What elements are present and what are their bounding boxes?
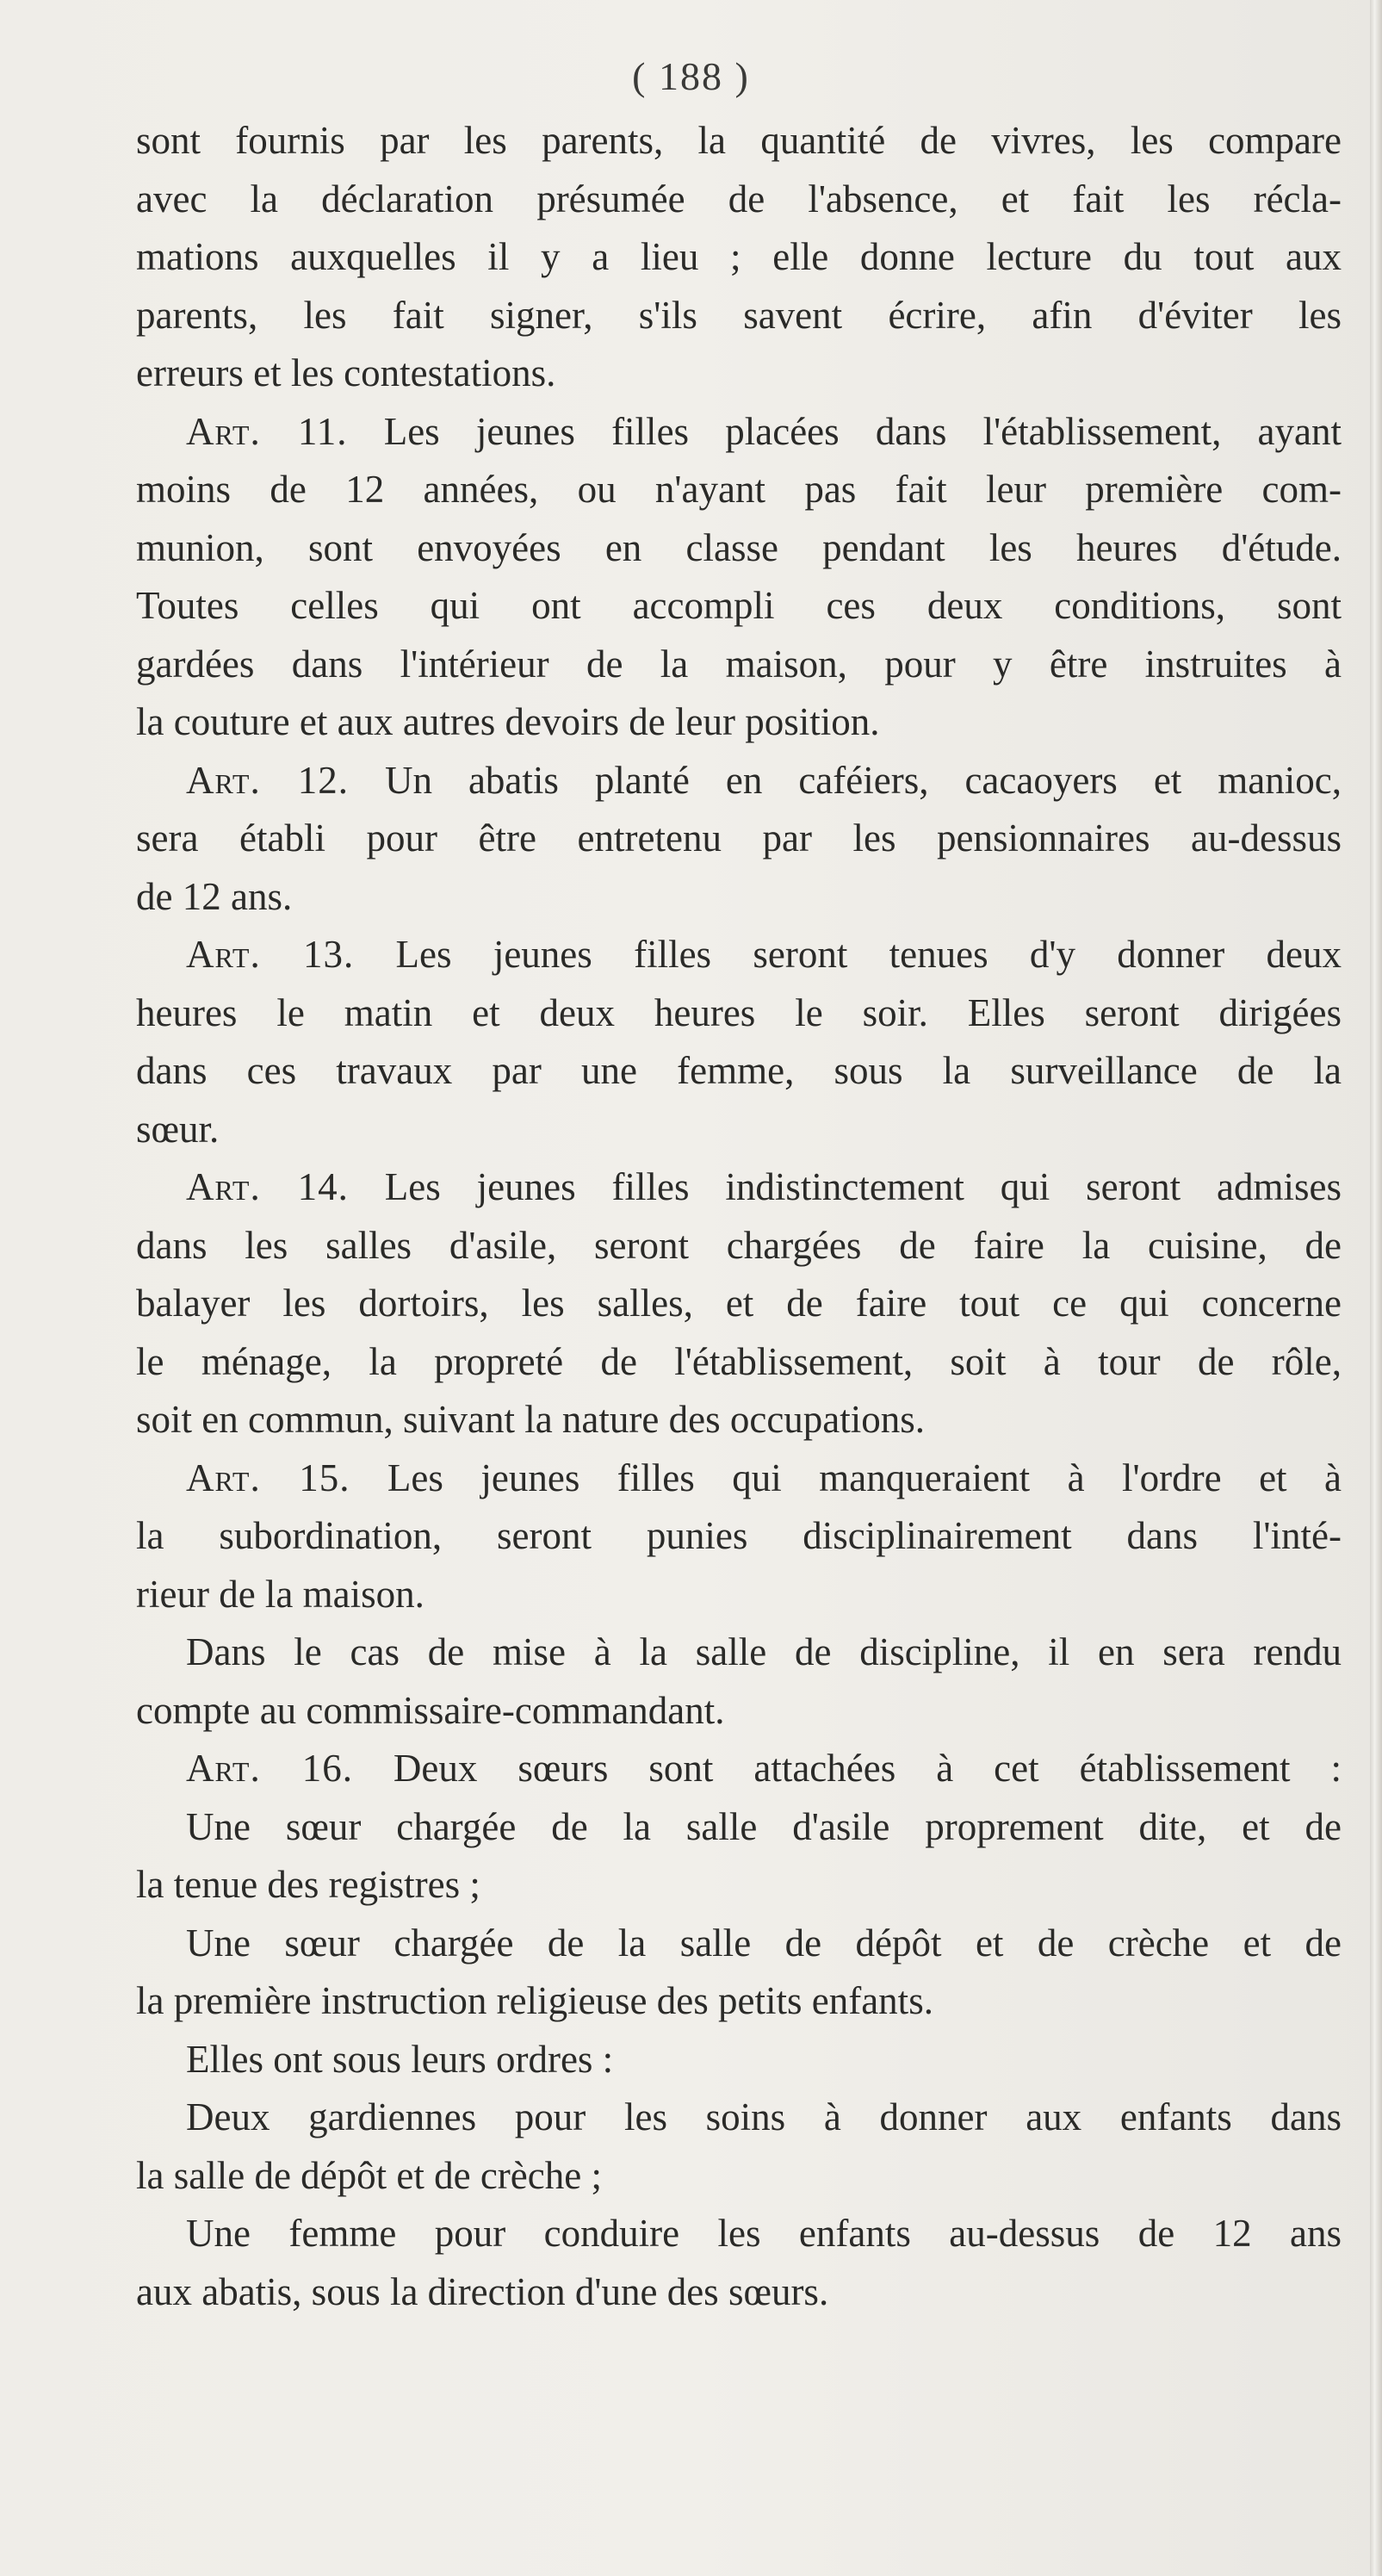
text-line: [136, 1566, 1342, 1624]
line-text: la subordination, seront punies disciplinairement dans l'inté-: [136, 1514, 1342, 1557]
article-label: Art. 15.: [186, 1456, 350, 1499]
line-text: soit en commun, suivant la nature des occupations.: [136, 1398, 926, 1441]
text-line: [136, 171, 1342, 229]
text-line: [136, 1275, 1342, 1333]
line-text: Une sœur chargée de la salle d'asile proprement dite, et de: [186, 1804, 1342, 1848]
text-line: [136, 2089, 1342, 2147]
text-line: [136, 345, 1342, 403]
text-line: [136, 1915, 1342, 1973]
text-line: [136, 1391, 1342, 1449]
text-line: [136, 1158, 1342, 1217]
line-text: mations auxquelles il y a lieu ; elle donne lecture du tout aux: [136, 235, 1342, 278]
line-text: balayer les dortoirs, les salles, et de faire tout ce qui concerne: [136, 1282, 1342, 1325]
text-line: [136, 2205, 1342, 2263]
article-label: Art. 11.: [186, 409, 348, 453]
text-line: [136, 1972, 1342, 2031]
text-line: [136, 403, 1342, 462]
text-line: [136, 1798, 1342, 1857]
text-line: [136, 1042, 1342, 1101]
line-text: dans ces travaux par une femme, sous la surveillance de la: [136, 1049, 1342, 1092]
line-text: moins de 12 années, ou n'ayant pas fait leur première com-: [136, 468, 1342, 511]
text-line: [136, 2263, 1342, 2322]
line-text: Une sœur chargée de la salle de dépôt et de crèche et de: [186, 1921, 1342, 1965]
line-text: Deux gardiennes pour les soins à donner aux enfants dans: [186, 2095, 1342, 2138]
text-line: [136, 810, 1342, 868]
text-line: [136, 112, 1342, 171]
text-line: [136, 1740, 1342, 1798]
article-label: Art. 12.: [186, 758, 349, 802]
text-line: [136, 1507, 1342, 1566]
line-text: gardées dans l'intérieur de la maison, pour y être instruites à: [136, 642, 1342, 686]
text-line: [136, 1217, 1342, 1276]
article-label: Art. 13.: [186, 933, 355, 976]
text-line: [136, 752, 1342, 810]
line-text: le ménage, la propreté de l'établissement, soit à tour de rôle,: [136, 1339, 1342, 1383]
text-line: [136, 984, 1342, 1043]
line-text: la couture et aux autres devoirs de leur position.: [136, 700, 880, 743]
text-line: [136, 1449, 1342, 1508]
line-text: Une femme pour conduire les enfants au-dessus de 12 ans: [186, 2212, 1342, 2255]
page-edge: [1370, 0, 1382, 2576]
text-line: [136, 577, 1342, 636]
line-text: sœur.: [136, 1107, 220, 1151]
line-text: de 12 ans.: [136, 874, 293, 918]
article-label: Art. 16.: [186, 1747, 353, 1790]
text-line: [136, 1623, 1342, 1682]
line-text: sont fournis par les parents, la quantité de vivres, les compare: [136, 119, 1342, 162]
text-line: [136, 636, 1342, 694]
line-text: munion, sont envoyées en classe pendant les heures d'étude.: [136, 525, 1342, 569]
line-text: erreurs et les contestations.: [136, 351, 556, 394]
line-text: compte au commissaire-commandant.: [136, 1688, 725, 1732]
line-text: Un abatis planté en caféiers, cacaoyers et manioc,: [348, 758, 1342, 802]
line-text: rieur de la maison.: [136, 1572, 425, 1616]
line-text: sera établi pour être entretenu par les pensionnaires au-dessus: [136, 816, 1342, 860]
article-label: Art. 14.: [186, 1165, 349, 1208]
line-text: avec la déclaration présumée de l'absence, et fait les récla-: [136, 177, 1342, 220]
line-text: Les jeunes filles placées dans l'établissement, ayant: [347, 409, 1342, 453]
line-text: la tenue des registres ;: [136, 1863, 480, 1906]
line-text: Les jeunes filles indistinctement qui seront admises: [348, 1165, 1342, 1208]
line-text: heures le matin et deux heures le soir. Elles seront dirigées: [136, 990, 1342, 1034]
line-text: Dans le cas de mise à la salle de discipline, il en sera rendu: [186, 1630, 1342, 1673]
line-text: Deux sœurs sont attachées à cet établissement :: [352, 1747, 1342, 1790]
line-text: la première instruction religieuse des petits enfants.: [136, 1979, 933, 2022]
line-text: Toutes celles qui ont accompli ces deux conditions, sont: [136, 584, 1342, 627]
line-text: la salle de dépôt et de crèche ;: [136, 2153, 602, 2197]
line-text: Les jeunes filles qui manqueraient à l'ordre et à: [350, 1456, 1342, 1499]
text-line: [136, 2147, 1342, 2206]
text-line: [136, 461, 1342, 519]
text-line: [136, 287, 1342, 345]
text-line: [136, 1682, 1342, 1741]
line-text: parents, les fait signer, s'ils savent écrire, afin d'éviter les: [136, 293, 1342, 337]
text-line: [136, 1333, 1342, 1392]
line-text: Les jeunes filles seront tenues d'y donner deux: [354, 933, 1342, 976]
line-text: dans les salles d'asile, seront chargées de faire la cuisine, de: [136, 1223, 1342, 1267]
body-text: [136, 112, 1342, 2321]
text-line: [136, 228, 1342, 287]
text-line: [136, 1856, 1342, 1915]
text-line: [136, 868, 1342, 927]
text-line: [136, 926, 1342, 984]
line-text: Elles ont sous leurs ordres :: [186, 2037, 614, 2081]
text-line: [136, 1101, 1342, 1159]
line-text: aux abatis, sous la direction d'une des sœurs.: [136, 2269, 829, 2313]
text-line: [136, 693, 1342, 752]
text-line: [136, 519, 1342, 578]
page-number: ( 188 ): [632, 54, 750, 98]
text-line: [136, 2031, 1342, 2089]
